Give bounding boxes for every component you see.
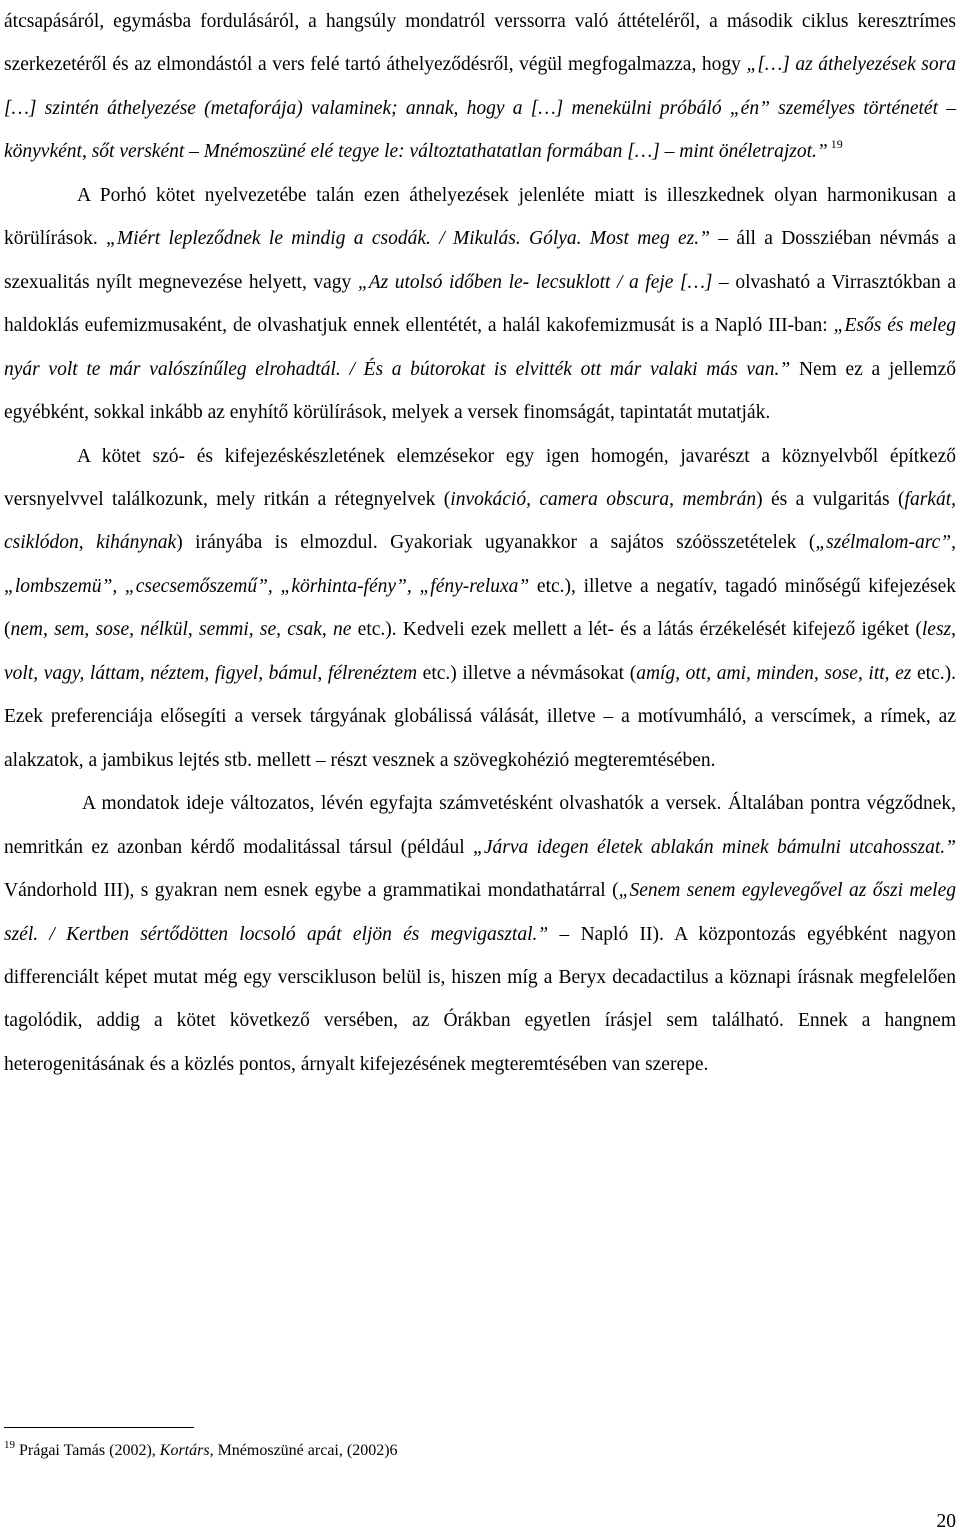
text-run: – Napló II). A központozás egyébként nagyon differenciált képet mutat még egy verscikluson belül is, hiszen míg a Beryx decadactilus a köznapi írásnak megfelelően tagolódik, addig a kötet következő versében, az Órákban egyetlen írásjel sem található. Ennek a hangnem heterogenitásának és a közlés pontos, árnyalt kifejezésének megteremtésében van szerepe. xyxy=(4,923,956,1075)
italic-run: Kortárs xyxy=(159,1442,210,1459)
paragraph-1 xyxy=(4,0,956,174)
footnote-ref: 19 xyxy=(827,137,843,152)
paragraph-3 xyxy=(4,435,956,783)
paragraph-4 xyxy=(4,782,956,1086)
footnote-ref: 19 xyxy=(4,1439,15,1451)
text-run: átcsapásáról, egymásba fordulásáról, a hangsúly mondatról verssorra való áttételéről, a második ciklus keresztrímes szerkezetéről és az elmondástól a vers felé tartó áthelyeződésről, végül megfogalmazza, hogy xyxy=(4,11,956,76)
italic-run: „Miért lepleződnek le mindig a csodák. / Mikulás. Gólya. Most meg ez.” xyxy=(106,228,710,250)
paragraph-2 xyxy=(4,174,956,435)
italic-run: invokáció, camera obscura, membrán xyxy=(450,488,757,510)
page-number: 20 xyxy=(936,1511,956,1532)
text-run: ) és a vulgaritás ( xyxy=(756,488,905,510)
italic-run: „Esős és meleg nyár volt te már valószínűleg elrohadtál. / És a bútorokat is elvitték ott már valaki más van.” xyxy=(4,315,956,380)
text-run: , Mnémoszüné arcai, (2002)6 xyxy=(209,1442,398,1459)
italic-run: „Az utolsó időben le- lecsuklott / a feje […] xyxy=(357,271,713,293)
text-run: etc.). Kedveli ezek mellett a lét- és a látás érzékelését kifejező igéket ( xyxy=(351,619,922,641)
text-run: Vándorhold III), s gyakran nem esnek egybe a grammatikai mondathatárral ( xyxy=(4,880,619,902)
italic-run: „szélmalom-arc”, „lombszemü”, „csecsemőszemű”, „körhinta-fény”, „fény-reluxa” xyxy=(4,532,956,597)
text-run: – olvasható a Virrasztókban a haldoklás eufemizmusaként, de olvashatjuk ennek ellentétét, a halál kakofemizmusát is a Napló III-ban: xyxy=(4,271,956,337)
text-run: etc.). Ezek preferenciája elősegíti a versek tárgyának globálissá válását, illetve – a motívumháló, a verscímek, a rímek, az alakzatok, a jambikus lejtés stb. mellett – részt vesznek a szövegkohézió megteremtésében. xyxy=(4,662,956,771)
italic-run: „Járva idegen életek ablakán minek bámulni utcahosszat.” xyxy=(473,836,956,858)
text-run: A kötet szó- és kifejezéskészletének elemzésekor egy igen homogén, javarészt a köznyelvből építkező versnyelvvel találkozunk, mely ritkán a rétegnyelvek ( xyxy=(4,445,956,510)
text-run: A mondatok ideje változatos, lévén egyfajta számvetésként olvashatók a versek. Általában pontra végződnek, nemritkán ez azonban kérdő modalitással társul (például xyxy=(4,793,956,858)
italic-run: amíg, ott, ami, minden, sose, itt, ez xyxy=(636,662,912,684)
text-run: etc.) illetve a névmásokat ( xyxy=(417,662,637,684)
footnote xyxy=(4,1440,398,1462)
italic-run: nem, sem, sose, nélkül, semmi, se, csak, ne xyxy=(10,619,352,641)
footnote-separator xyxy=(4,1427,194,1428)
italic-run: farkát, csiklódon, kihánynak xyxy=(4,488,956,554)
text-run: etc.), illetve a negatív, tagadó minőségű kifejezések ( xyxy=(4,575,956,641)
italic-run: lesz, volt, vagy, láttam, néztem, figyel, bámul, félrenéztem xyxy=(4,619,956,684)
text-run: ) irányába is elmozdul. Gyakoriak ugyanakkor a sajátos szóösszetételek ( xyxy=(176,532,816,554)
text-run: – áll a Dossziéban névmás a szexualitás nyílt megnevezése helyett, vagy xyxy=(4,228,956,293)
body-text xyxy=(4,0,956,1086)
text-run: A Porhó kötet nyelvezetébe talán ezen áthelyezések jelenléte miatt is illeszkednek olyan harmonikusan a körülírások. xyxy=(4,184,956,250)
text-run: Prágai Tamás (2002), xyxy=(15,1442,160,1459)
italic-run: „[…] az áthelyezések sora […] szintén áthelyezése (metaforája) valaminek; annak, hogy a […] menekülni próbáló „én” személyes történetét – könyvként, sőt versként – Mnémoszüné elé tegye le: változtathatatlan formában […] – mint önéletrajzot.” xyxy=(4,54,956,163)
italic-run: „Senem senem egylevegővel az őszi meleg szél. / Kertben sértődötten locsoló apát eljön és megvigasztal.” xyxy=(4,880,956,945)
text-run: Nem ez a jellemző egyébként, sokkal inkább az enyhítő körülírások, melyek a versek finomságát, tapintatát mutatják. xyxy=(4,358,956,424)
